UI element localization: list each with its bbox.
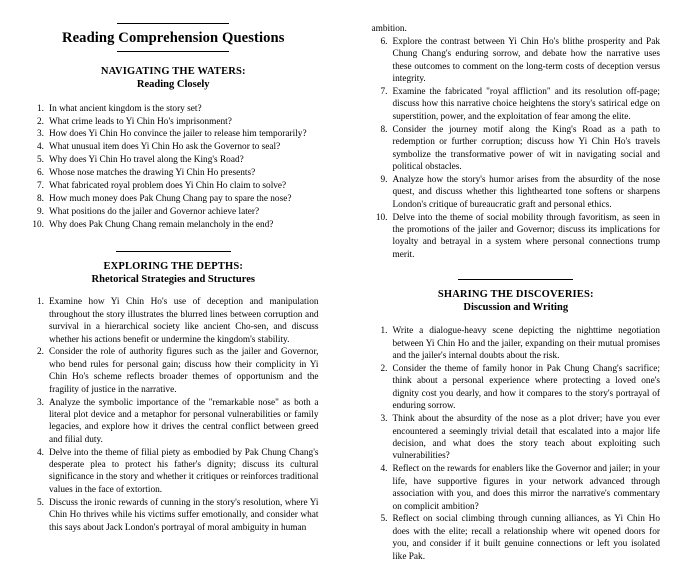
list-item	[372, 413, 661, 463]
list-item-text: Why does Yi Chin Ho travel along the King's Road?	[49, 155, 244, 165]
reading-closely-question-list	[28, 103, 319, 232]
list-item-text: Think about the absurdity of the nose as a plot driver; have you ever encountered a seemingly trivial detail that escalated into a major life decision, and what does the story teach about exploiting such vulnerabilities?	[393, 413, 661, 463]
list-item	[372, 174, 661, 211]
list-number: 7.	[372, 86, 388, 98]
list-item	[28, 346, 319, 396]
list-number: 6.	[28, 167, 44, 179]
spacer	[372, 314, 661, 325]
list-item-text: Examine how Yi Chin Ho's use of deception and manipulation throughout the story illustrates the blurred lines between corruption and survival in a hierarchical society like ancient Cho-sen, and discuss whether his actions benefit or undermine the kingdom's stability.	[49, 296, 319, 346]
list-item	[372, 86, 661, 123]
list-item	[372, 124, 661, 174]
list-item	[372, 325, 661, 362]
spacer	[372, 0, 661, 23]
list-number: 2.	[28, 346, 44, 358]
list-number: 9.	[28, 206, 44, 218]
list-item	[28, 206, 319, 218]
list-item	[28, 103, 319, 115]
spacer	[28, 286, 319, 296]
list-item-text: Analyze the symbolic importance of the "remarkable nose" as both a literal plot device and a metaphor for personal vulnerabilities or family legacies, and explore how it drives the central conflict between greed and filial duty.	[49, 397, 319, 447]
list-number: 10.	[28, 219, 44, 231]
spacer	[28, 232, 319, 251]
spacer	[372, 262, 661, 279]
list-number: 4.	[28, 447, 44, 459]
list-item-text: Analyze how the story's humor arises from the absurdity of the nose quest, and discuss whether this lighthearted tone softens or sharpens London's critique of bureaucratic graft and personal ethics.	[393, 174, 661, 211]
list-item	[28, 296, 319, 346]
list-item	[372, 463, 661, 513]
list-item	[28, 397, 319, 447]
section-heading-line1: NAVIGATING THE WATERS:	[28, 66, 319, 79]
list-item	[28, 128, 319, 140]
section-heading-line1: EXPLORING THE DEPTHS:	[28, 261, 319, 274]
list-item-text: Delve into the theme of social mobility through favoritism, as seen in the promotions of the jailer and Governor; discuss its implications for loyalty and betrayal in a system where personal connections trump merit.	[393, 212, 661, 262]
list-item	[28, 180, 319, 192]
spacer	[28, 92, 319, 103]
page-title: Reading Comprehension Questions	[28, 30, 319, 46]
list-number: 5.	[28, 497, 44, 509]
list-number: 7.	[28, 180, 44, 192]
discussion-writing-question-list	[372, 325, 661, 563]
rhetorical-strategies-question-list-right	[372, 36, 661, 261]
list-number: 4.	[372, 463, 388, 475]
list-number: 8.	[372, 124, 388, 136]
list-number: 4.	[28, 141, 44, 153]
list-number: 9.	[372, 174, 388, 186]
list-item	[372, 513, 661, 563]
list-number: 2.	[372, 363, 388, 375]
section-heading-line2: Discussion and Writing	[372, 302, 661, 315]
list-item-text: Reflect on the rewards for enablers like the Governor and jailer; in your life, have supportive figures in your network advanced through association with you, and does this mirror the narrative's commentary on complicit ambition?	[393, 463, 661, 513]
title-rule-top	[117, 23, 229, 24]
list-item-text: Consider the theme of family honor in Pak Chung Chang's sacrifice; think about a personal experience where protecting a loved one's dignity cost you dearly, and how it compares to the story's portrayal of enduring sorrow.	[393, 363, 661, 413]
section-heading-line2: Rhetorical Strategies and Structures	[28, 274, 319, 287]
list-number: 10.	[372, 212, 388, 224]
list-item-text: Whose nose matches the drawing Yi Chin Ho presents?	[49, 168, 255, 178]
list-number: 5.	[28, 154, 44, 166]
list-item-text: What positions do the jailer and Governor achieve later?	[49, 207, 259, 217]
right-column	[345, 0, 689, 516]
spacer	[28, 52, 319, 66]
list-item-text: Delve into the theme of filial piety as embodied by Pak Chung Chang's desperate plea to protect his father's dignity; discuss its cultural significance in the story and whether it critiques or reinforces traditional values in the face of extortion.	[49, 447, 319, 497]
list-number: 5.	[372, 513, 388, 525]
list-number: 8.	[28, 193, 44, 205]
list-number: 1.	[28, 296, 44, 308]
list-number: 3.	[28, 128, 44, 140]
list-item-text: Explore the contrast between Yi Chin Ho's blithe prosperity and Pak Chung Chang's enduring sorrow, and debate how the narrative uses these outcomes to comment on the long-term costs of deception versus integrity.	[393, 36, 661, 86]
left-column	[0, 0, 345, 516]
list-number: 2.	[28, 116, 44, 128]
spacer	[28, 252, 319, 261]
list-item-text: Consider the journey motif along the King's Road as a path to redemption or further corruption; discuss how Yi Chin Ho's travels symbolize the transformative power of wit in navigating social and political obstacles.	[393, 124, 661, 174]
spacer	[372, 280, 661, 289]
column-continuation-text: ambition.	[372, 23, 661, 35]
list-item-text: What fabricated royal problem does Yi Chin Ho claim to solve?	[49, 181, 286, 191]
list-item-text: In what ancient kingdom is the story set?	[49, 104, 202, 114]
list-item-text: How much money does Pak Chung Chang pay to spare the nose?	[49, 194, 291, 204]
list-number: 1.	[372, 325, 388, 337]
list-item	[28, 193, 319, 205]
list-item	[28, 154, 319, 166]
list-item-text: Why does Pak Chung Chang remain melancholy in the end?	[49, 220, 273, 230]
list-number: 3.	[372, 413, 388, 425]
list-item	[372, 363, 661, 413]
list-item-text: Consider the role of authority figures such as the jailer and Governor, who bend rules for personal gain; discuss how their complicity in Yi Chin Ho's scheme reflects broader themes of opportunism and the fragility of justice in the narrative.	[49, 346, 319, 396]
section-heading-line1: SHARING THE DISCOVERIES:	[372, 289, 661, 302]
section-heading-line2: Reading Closely	[28, 79, 319, 92]
list-item-text: Discuss the ironic rewards of cunning in the story's resolution, where Yi Chin Ho thrives while his victims suffer emotionally, and consider what this says about Jack London's portrayal of moral ambiguity in human	[49, 497, 319, 534]
document-title-block	[28, 0, 319, 52]
section-heading-exploring	[28, 261, 319, 287]
rhetorical-strategies-question-list-left	[28, 296, 319, 534]
list-item	[28, 167, 319, 179]
list-item	[28, 116, 319, 128]
list-item	[28, 497, 319, 534]
list-item-text: How does Yi Chin Ho convince the jailer to release him temporarily?	[49, 129, 307, 139]
list-item	[28, 447, 319, 497]
list-item-text: What crime leads to Yi Chin Ho's imprisonment?	[49, 117, 232, 127]
list-number: 6.	[372, 36, 388, 48]
list-item	[372, 212, 661, 262]
list-item-text: Examine the fabricated "royal affliction" and its resolution off-page; discuss how this narrative choice heightens the story's satirical edge on superstition, power, and the exploitation of fear among the elite.	[393, 86, 661, 123]
list-number: 1.	[28, 103, 44, 115]
list-item	[28, 219, 319, 231]
list-item-text: What unusual item does Yi Chin Ho ask the Governor to seal?	[49, 142, 280, 152]
section-heading-navigating	[28, 66, 319, 92]
list-item	[372, 36, 661, 86]
list-number: 3.	[28, 397, 44, 409]
list-item-text: Write a dialogue-heavy scene depicting the nighttime negotiation between Yi Chin Ho and the jailer, expanding on their mutual promises and the jailer's internal doubts about the risk.	[393, 325, 661, 362]
list-item	[28, 141, 319, 153]
section-heading-sharing	[372, 289, 661, 315]
list-item-text: Reflect on social climbing through cunning alliances, as Yi Chin Ho does with the elite; recall a relationship where wit opened doors for you, and consider if it built genuine connections or left you isolated like Pak.	[393, 513, 661, 563]
